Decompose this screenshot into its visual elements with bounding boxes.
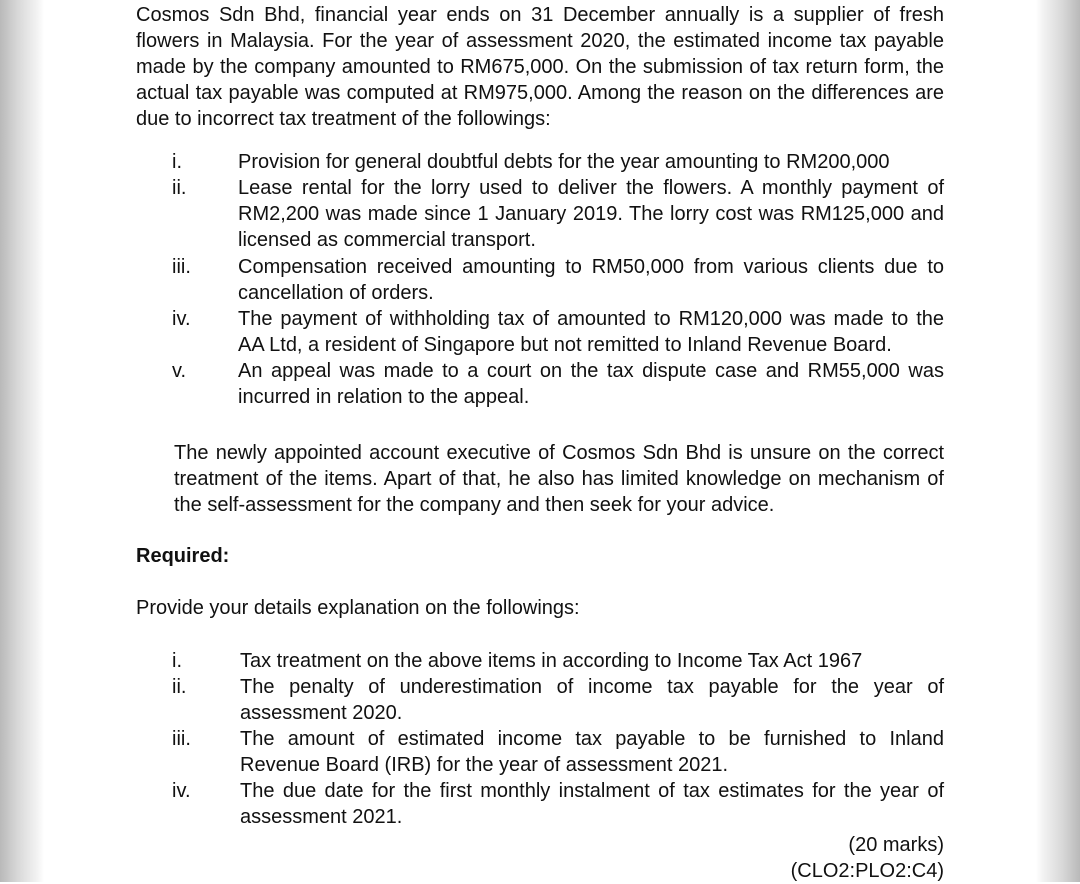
item-text: Lease rental for the lorry used to deliver the flowers. A monthly payment of RM2,200 was made since 1 January 2019. The lorry cost was RM125,000 and licensed as commercial transport. xyxy=(238,177,944,251)
provide-instruction: Provide your details explanation on the followings: xyxy=(136,597,580,619)
required-heading: Required: xyxy=(136,545,230,567)
list-item xyxy=(136,648,944,674)
item-number: iv. xyxy=(172,308,191,330)
item-number: iii. xyxy=(172,256,191,278)
item-text: Provision for general doubtful debts for the year amounting to RM200,000 xyxy=(238,151,890,173)
item-number: v. xyxy=(172,360,187,382)
item-number: i. xyxy=(172,650,182,672)
item-number: iv. xyxy=(172,780,191,802)
advice-paragraph: The newly appointed account executive of Cosmos Sdn Bhd is unsure on the correct treatment of the items. Apart of that, he also has limited knowledge on mechanism of the self-assessment for the company and then seek for your advice. xyxy=(174,442,944,516)
marks-label: (20 marks) xyxy=(848,834,944,856)
item-text: The due date for the first monthly instalment of tax estimates for the year of assessment 2021. xyxy=(240,780,944,828)
item-number: i. xyxy=(172,151,182,173)
intro-paragraph: Cosmos Sdn Bhd, financial year ends on 31 December annually is a supplier of fresh flowers in Malaysia. For the year of assessment 2020, the estimated income tax payable made by the company amounted to RM675,000. On the submission of tax return form, the actual tax payable was computed at RM975,000. Among the reason on the differences are due to incorrect tax treatment of the followings: xyxy=(136,4,944,130)
item-text: Tax treatment on the above items in according to Income Tax Act 1967 xyxy=(240,650,863,672)
list-item xyxy=(136,778,944,830)
item-text: An appeal was made to a court on the tax dispute case and RM55,000 was incurred in relation to the appeal. xyxy=(238,360,944,408)
list-item xyxy=(136,306,944,358)
item-text: The amount of estimated income tax payable to be furnished to Inland Revenue Board (IRB) for the year of assessment 2021. xyxy=(240,728,944,776)
list-item xyxy=(136,175,944,253)
list-item xyxy=(136,149,944,175)
item-text: The payment of withholding tax of amounted to RM120,000 was made to the AA Ltd, a resident of Singapore but not remitted to Inland Revenue Board. xyxy=(238,308,944,356)
list-item xyxy=(136,254,944,306)
required-items-list xyxy=(136,648,944,830)
item-number: ii. xyxy=(172,177,187,199)
list-item xyxy=(136,358,944,410)
list-item xyxy=(136,726,944,778)
item-text: The penalty of underestimation of income tax payable for the year of assessment 2020. xyxy=(240,676,944,724)
clo-label: (CLO2:PLO2:C4) xyxy=(790,860,944,882)
item-number: iii. xyxy=(172,728,191,750)
item-number: ii. xyxy=(172,676,187,698)
list-item xyxy=(136,674,944,726)
items-list xyxy=(136,149,944,410)
item-text: Compensation received amounting to RM50,000 from various clients due to cancellation of orders. xyxy=(238,256,944,304)
